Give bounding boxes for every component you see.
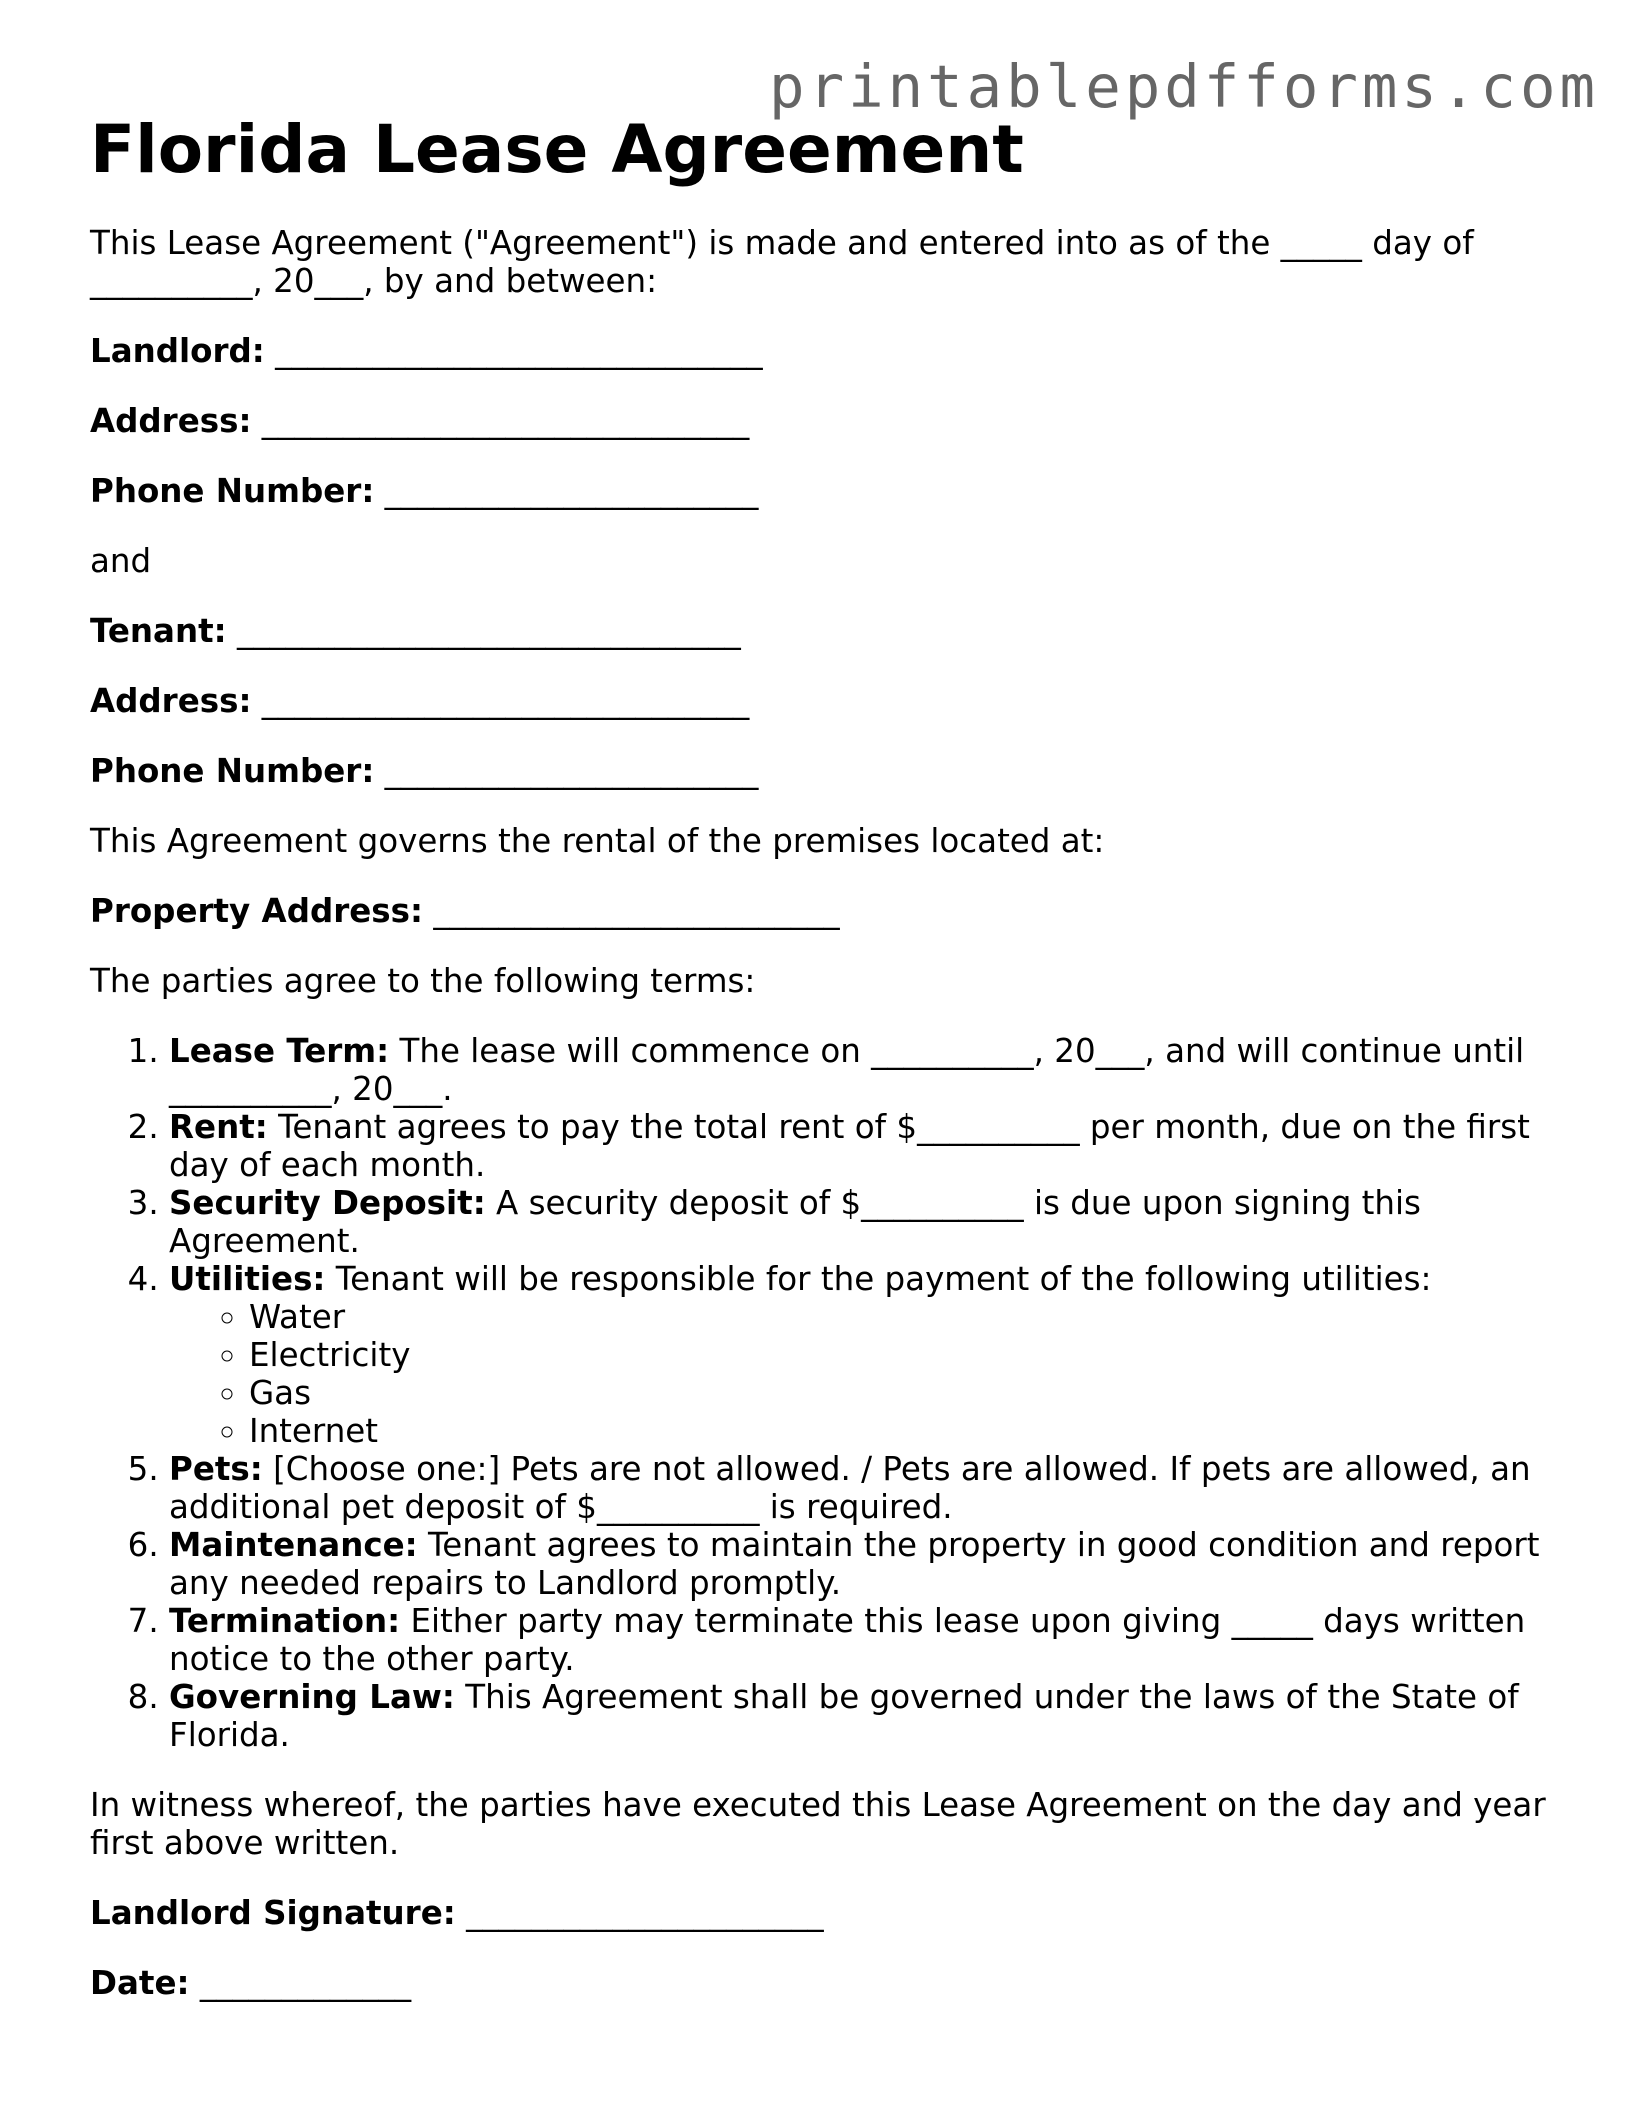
term-text: A security deposit of $__________ is due upon signing this Agreement. (169, 1184, 1421, 1260)
tenant-address-label: Address: (90, 682, 252, 720)
term-label: Maintenance: (169, 1526, 418, 1564)
tenant-name-label: Tenant: (90, 612, 227, 650)
term-lease-term (169, 1032, 1550, 1108)
term-label: Governing Law: (169, 1678, 455, 1716)
utilities-list (169, 1298, 1550, 1450)
property-address-label: Property Address: (90, 892, 423, 930)
tenant-address-field[interactable] (90, 682, 1550, 720)
landlord-signature-blank[interactable]: ______________________ (466, 1894, 824, 1932)
terms-list (90, 1032, 1550, 1754)
term-text: Tenant agrees to maintain the property in good condition and report any needed repairs to Landlord promptly. (169, 1526, 1540, 1602)
landlord-address-label: Address: (90, 402, 252, 440)
tenant-address-blank[interactable]: ______________________________ (261, 682, 750, 720)
tenant-phone-blank[interactable]: _______________________ (384, 752, 759, 790)
premises-text: This Agreement governs the rental of the premises located at: (90, 822, 1105, 860)
landlord-phone-label: Phone Number: (90, 472, 375, 510)
landlord-phone-field[interactable] (90, 472, 1550, 510)
utility-item: ◦ Electricity (249, 1336, 1550, 1374)
tenant-phone-field[interactable] (90, 752, 1550, 790)
terms-intro: The parties agree to the following terms: (90, 962, 756, 1000)
term-maintenance (169, 1526, 1550, 1602)
landlord-address-field[interactable] (90, 402, 1550, 440)
and-text: and (90, 542, 152, 580)
term-text: [Choose one:] Pets are not allowed. / Pets are allowed. If pets are allowed, an additional pet deposit of $__________ is required. (169, 1450, 1531, 1526)
utility-item: ◦ Internet (249, 1412, 1550, 1450)
tenant-name-field[interactable] (90, 612, 1550, 650)
term-label: Utilities: (169, 1260, 326, 1298)
property-address-field[interactable] (90, 892, 1550, 930)
term-label: Rent: (169, 1108, 268, 1146)
term-label: Security Deposit: (169, 1184, 486, 1222)
landlord-name-label: Landlord: (90, 332, 265, 370)
landlord-name-field[interactable] (90, 332, 1550, 370)
term-utilities (169, 1260, 1550, 1450)
date-label: Date: (90, 1964, 190, 2002)
page-title: Florida Lease Agreement (90, 111, 1024, 188)
utility-item: ◦ Gas (249, 1374, 1550, 1412)
witness-paragraph: In witness whereof, the parties have executed this Lease Agreement on the day and year first above written. (90, 1786, 1546, 1862)
term-security-deposit (169, 1184, 1550, 1260)
term-text: Either party may terminate this lease upon giving _____ days written notice to the other party. (169, 1602, 1526, 1678)
term-label: Termination: (169, 1602, 401, 1640)
date-blank[interactable]: _____________ (199, 1964, 412, 2002)
landlord-address-blank[interactable]: ______________________________ (261, 402, 750, 440)
landlord-signature-label: Landlord Signature: (90, 1894, 456, 1932)
term-text: The lease will commence on __________, 20___, and will continue until __________, 20___. (169, 1032, 1525, 1108)
date-field[interactable] (90, 1964, 1550, 2002)
term-rent (169, 1108, 1550, 1184)
intro-paragraph: This Lease Agreement ("Agreement") is made and entered into as of the _____ day of __________, 20___, by and between: (90, 224, 1474, 300)
document-body (90, 110, 1550, 2034)
term-pets (169, 1450, 1550, 1526)
term-termination (169, 1602, 1550, 1678)
landlord-phone-blank[interactable]: _______________________ (384, 472, 759, 510)
utility-item: ◦ Water (249, 1298, 1550, 1336)
term-label: Pets: (169, 1450, 263, 1488)
tenant-phone-label: Phone Number: (90, 752, 375, 790)
term-governing-law (169, 1678, 1550, 1754)
property-address-blank[interactable]: _________________________ (433, 892, 840, 930)
tenant-name-blank[interactable]: _______________________________ (236, 612, 741, 650)
term-text: Tenant agrees to pay the total rent of $__________ per month, due on the first day of each month. (169, 1108, 1530, 1184)
term-text: Tenant will be responsible for the payment of the following utilities: (325, 1260, 1432, 1298)
watermark: printablepdfforms.com (769, 52, 1599, 121)
landlord-name-blank[interactable]: ______________________________ (275, 332, 763, 370)
term-text: This Agreement shall be governed under the laws of the State of Florida. (169, 1678, 1519, 1754)
landlord-signature-field[interactable] (90, 1894, 1550, 1932)
term-label: Lease Term: (169, 1032, 390, 1070)
